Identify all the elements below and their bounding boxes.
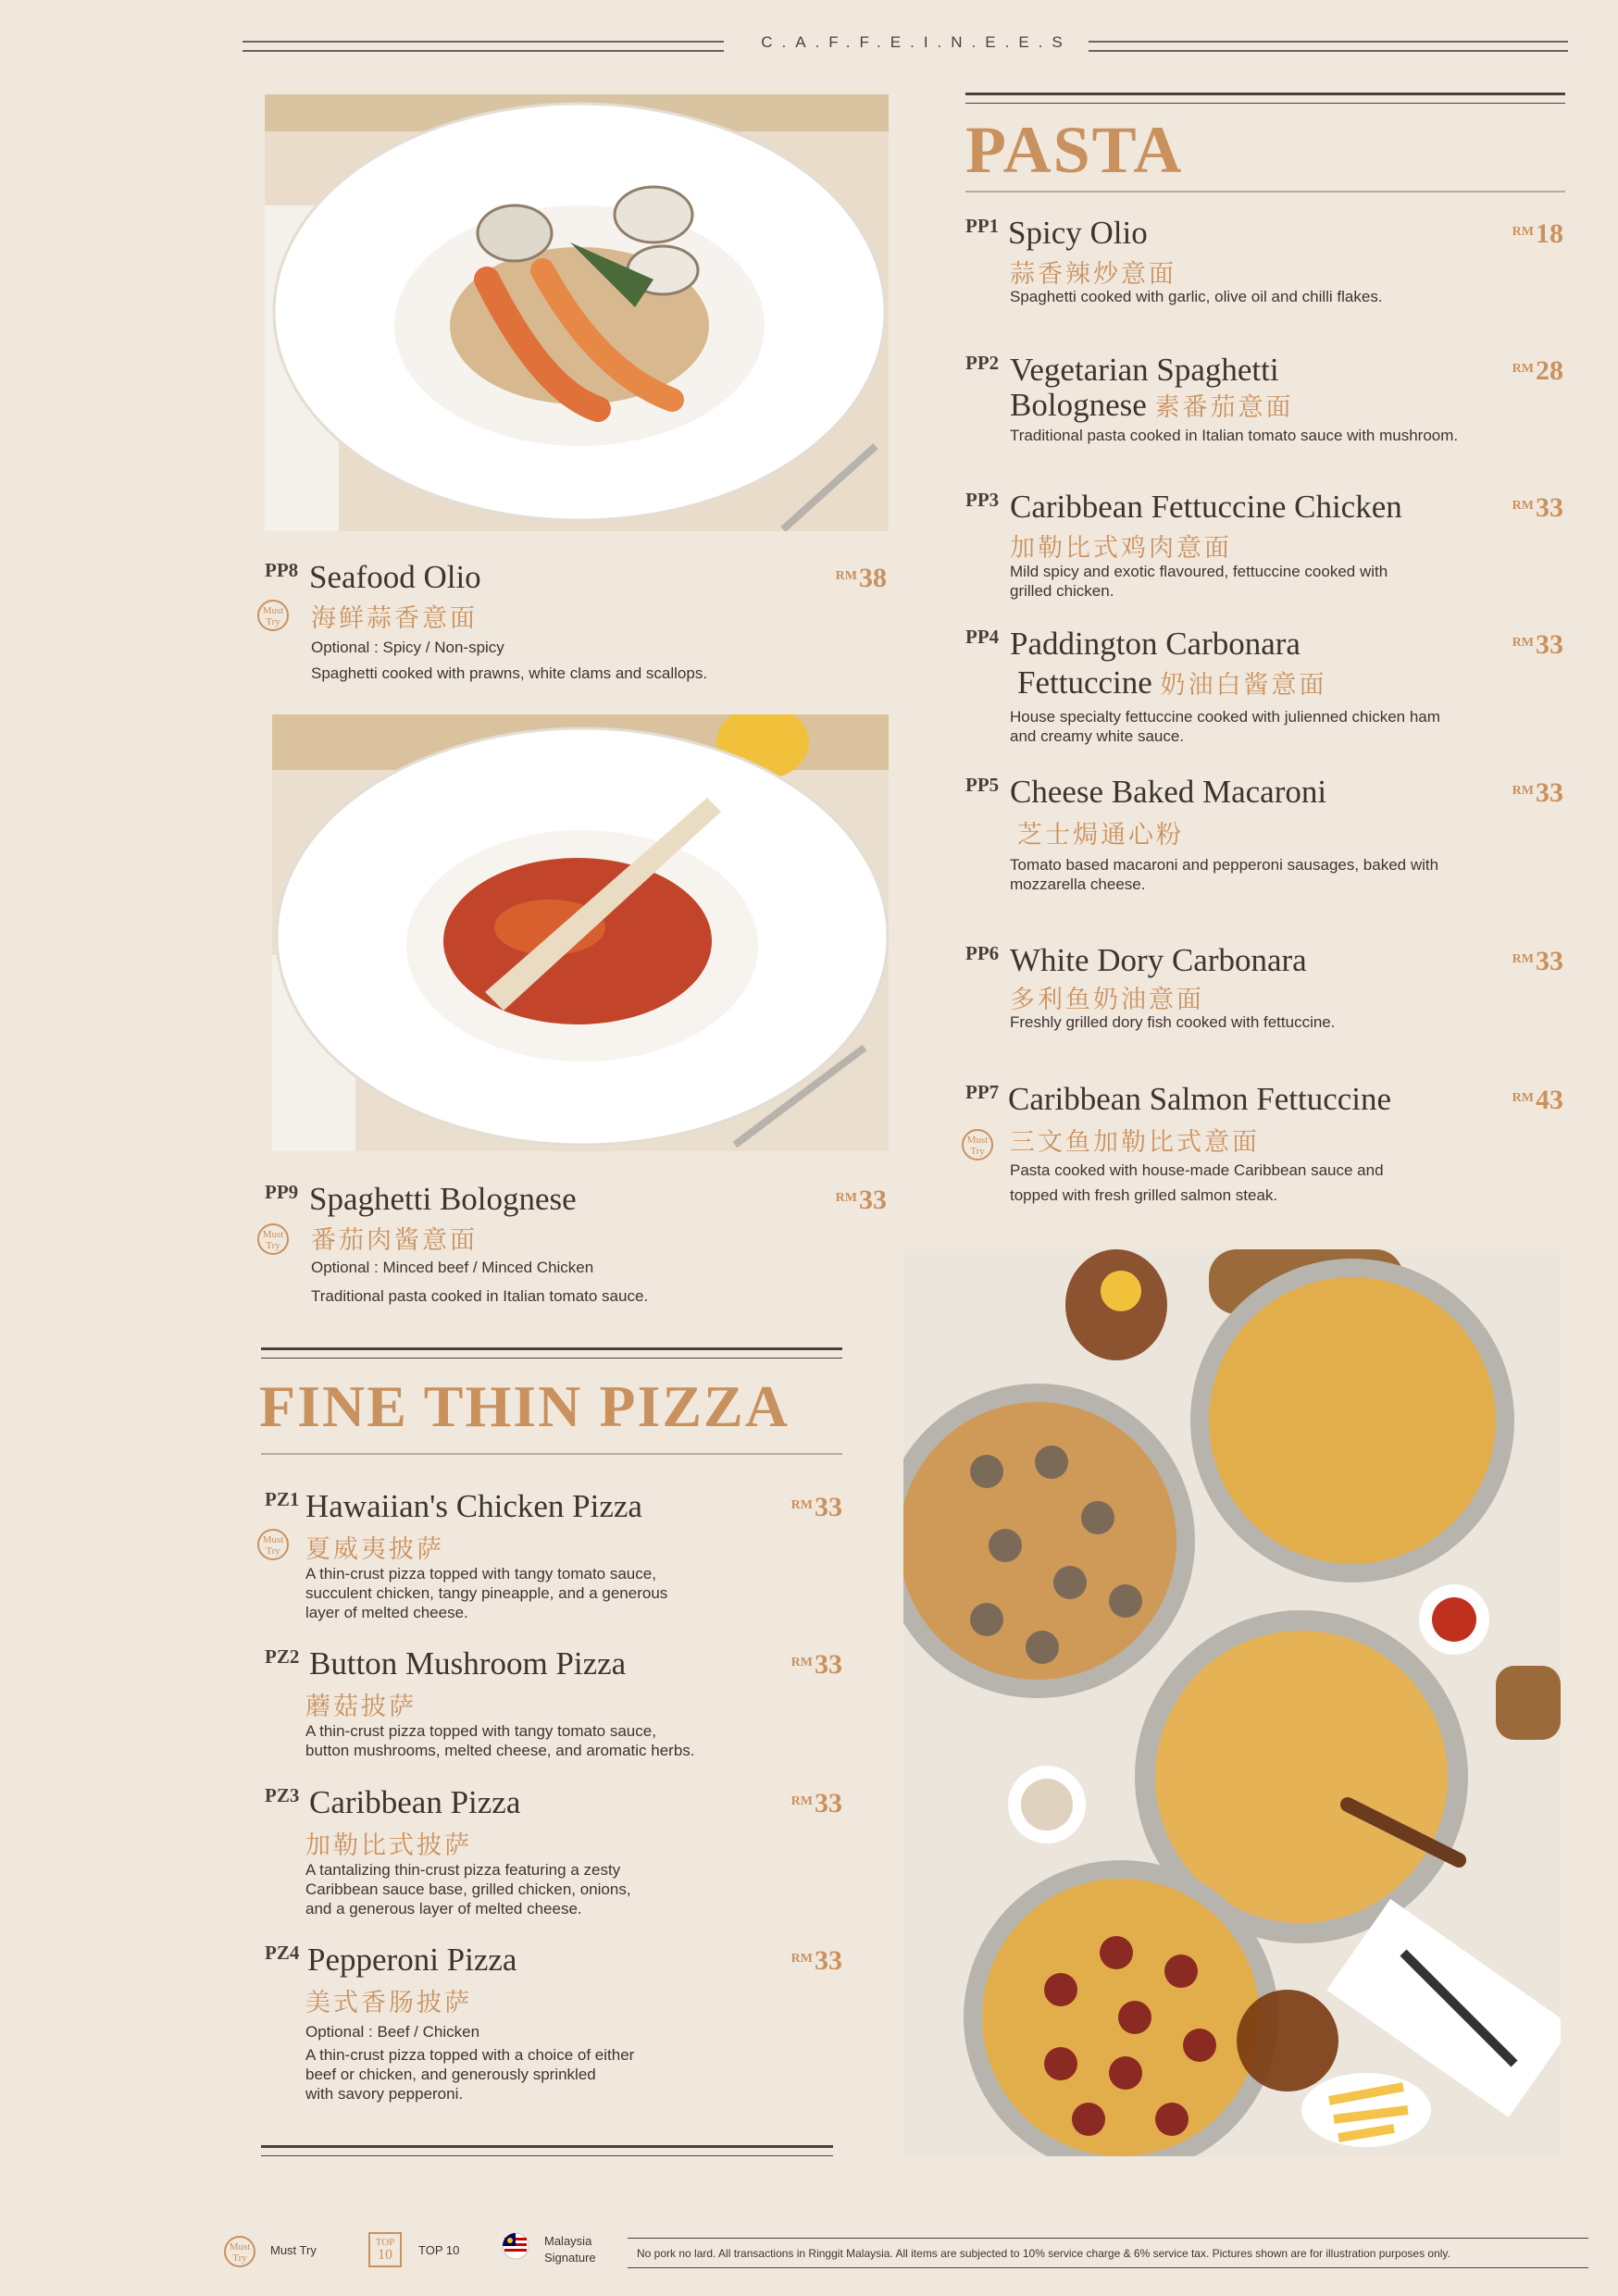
item-chinese-name: 海鲜蒜香意面 — [311, 604, 478, 633]
item-description: Spaghetti cooked with garlic, olive oil and chilli flakes. — [1010, 288, 1383, 305]
item-chinese-name: 多利鱼奶油意面 — [1010, 986, 1204, 1014]
brand-name: C.A.F.F.E.I.N.E.E.S — [761, 33, 1072, 51]
item-price: RM43 — [1512, 1085, 1563, 1115]
item-description-line1: A thin-crust pizza topped with tangy tomato sauce, — [305, 1722, 656, 1740]
legend-top10: TOP 10 — [418, 2243, 460, 2257]
item-code: PP9 — [265, 1181, 299, 1203]
footer-rule-top — [628, 2238, 1588, 2239]
item-price: RM18 — [1512, 218, 1563, 249]
item-chinese-name: 加勒比式披萨 — [305, 1831, 472, 1860]
item-description: Traditional pasta cooked in Italian tomato sauce with mushroom. — [1010, 427, 1459, 444]
item-code: PP1 — [965, 215, 1000, 237]
footer-note: No pork no lard. All transactions in Ringgit Malaysia. All items are subjected to 10% service charge & 6% service tax. Pictures shown are for illustration purposes only. — [637, 2247, 1450, 2260]
item-code: PP6 — [965, 942, 1000, 964]
item-chinese-name: 奶油白酱意面 — [1160, 671, 1327, 700]
menu-item-pp6[interactable] — [965, 942, 1567, 1038]
item-description-line2: grilled chicken. — [1010, 582, 1114, 600]
item-description-line2: Caribbean sauce base, grilled chicken, onions, — [305, 1880, 631, 1898]
item-chinese-name: 素番茄意面 — [1154, 393, 1294, 422]
spaghetti-bolognese-photo — [272, 714, 889, 1151]
legend-signature-line1: Malaysia — [544, 2234, 592, 2248]
seafood-olio-photo — [265, 94, 889, 531]
item-code: PP4 — [965, 626, 1000, 648]
item-optional: Optional : Beef / Chicken — [305, 2023, 480, 2041]
item-description-line2: and creamy white sauce. — [1010, 727, 1185, 745]
item-description-line2: button mushrooms, melted cheese, and aromatic herbs. — [305, 1742, 695, 1759]
pizza-rule-top — [261, 1347, 842, 1359]
footer-rule-bottom — [628, 2267, 1588, 2268]
item-name-line1: Paddington Carbonara — [1010, 626, 1301, 662]
item-name: Seafood Olio — [309, 559, 481, 595]
item-price: RM38 — [835, 563, 887, 593]
item-code: PP8 — [265, 559, 299, 581]
item-description-line1: Pasta cooked with house-made Caribbean sauce and — [1010, 1161, 1384, 1179]
item-name: Spicy Olio — [1008, 215, 1148, 251]
item-code: PZ4 — [265, 1942, 300, 1964]
item-code: PP7 — [965, 1081, 1000, 1103]
item-price: RM33 — [835, 1185, 887, 1215]
item-name: Spaghetti Bolognese — [309, 1181, 577, 1217]
item-description-line1: Mild spicy and exotic flavoured, fettuccine cooked with — [1010, 563, 1388, 580]
menu-item-pp5[interactable] — [965, 774, 1567, 898]
pasta-rule-bottom — [965, 191, 1565, 192]
item-code: PZ1 — [265, 1488, 300, 1510]
menu-item-pp7[interactable] — [965, 1081, 1567, 1210]
item-name: Hawaiian's Chicken Pizza — [305, 1488, 642, 1524]
item-code: PP2 — [965, 352, 1000, 374]
item-code: PP5 — [965, 774, 1000, 796]
menu-item-pz2[interactable] — [265, 1645, 846, 1766]
item-description: Freshly grilled dory fish cooked with fettuccine. — [1010, 1013, 1336, 1031]
item-description-line2: beef or chicken, and generously sprinkled — [305, 2066, 596, 2083]
item-chinese-name: 美式香肠披萨 — [305, 1989, 472, 2017]
item-chinese-name: 三文鱼加勒比式意面 — [1010, 1128, 1260, 1157]
item-name: Button Mushroom Pizza — [309, 1645, 627, 1682]
item-price: RM33 — [790, 1788, 842, 1818]
item-description-line3: and a generous layer of melted cheese. — [305, 1900, 582, 1917]
header-rule-left — [243, 41, 724, 52]
item-code: PP3 — [965, 489, 1000, 511]
item-code: PZ2 — [265, 1645, 300, 1668]
item-description-line3: with savory pepperoni. — [305, 2085, 464, 2103]
item-chinese-name: 蒜香辣炒意面 — [1010, 260, 1176, 289]
must-try-icon: Must Try — [257, 600, 289, 631]
must-try-icon: Must Try — [224, 2236, 255, 2267]
legend-must-try: Must Try — [270, 2243, 317, 2257]
pasta-rule-top — [965, 93, 1565, 104]
menu-item-pp1[interactable] — [965, 215, 1567, 307]
menu-item-pz3[interactable] — [265, 1784, 846, 1923]
item-price: RM33 — [1512, 492, 1563, 523]
menu-item-pp4[interactable] — [965, 626, 1567, 750]
menu-item-pp9[interactable] — [262, 1181, 887, 1310]
menu-item-pp2[interactable] — [965, 352, 1567, 453]
item-description-line2: topped with fresh grilled salmon steak. — [1010, 1186, 1278, 1204]
item-price: RM33 — [790, 1945, 842, 1976]
item-name: Cheese Baked Macaroni — [1010, 774, 1327, 810]
item-description-line3: layer of melted cheese. — [305, 1604, 468, 1621]
item-price: RM33 — [1512, 946, 1563, 976]
pizza-title: FINE THIN PIZZA — [259, 1373, 790, 1439]
must-try-icon: Must Try — [257, 1529, 289, 1560]
must-try-icon: Must Try — [257, 1223, 289, 1255]
item-chinese-name: 蘑菇披萨 — [305, 1693, 417, 1721]
item-price: RM33 — [1512, 777, 1563, 808]
item-name: Pepperoni Pizza — [307, 1942, 517, 1978]
item-name: White Dory Carbonara — [1010, 942, 1307, 978]
item-price: RM28 — [1512, 355, 1563, 386]
item-description-line1: Tomato based macaroni and pepperoni sausages, baked with — [1010, 856, 1439, 874]
item-price: RM33 — [790, 1492, 842, 1522]
item-price: RM33 — [1512, 629, 1563, 660]
pizza-spread-photo — [903, 1249, 1561, 2156]
menu-item-pz4[interactable] — [265, 1942, 846, 2108]
header-rule-right — [1089, 41, 1568, 52]
menu-item-pp8[interactable] — [262, 559, 887, 689]
item-chinese-name: 夏威夷披萨 — [305, 1535, 444, 1564]
pizza-rule-bottom — [261, 1453, 842, 1455]
item-code: PZ3 — [265, 1784, 300, 1806]
item-optional: Optional : Minced beef / Minced Chicken — [311, 1259, 594, 1276]
top10-icon: TOP 10 — [368, 2232, 402, 2267]
pizza-rule-end — [261, 2145, 833, 2156]
item-description-line2: succulent chicken, tangy pineapple, and a generous — [305, 1584, 668, 1602]
menu-item-pz1[interactable] — [262, 1488, 846, 1627]
item-description-line1: A tantalizing thin-crust pizza featuring a zesty — [305, 1861, 621, 1879]
item-description-line2: mozzarella cheese. — [1010, 875, 1146, 893]
malaysia-flag-icon — [502, 2232, 529, 2260]
item-description-line1: A thin-crust pizza topped with a choice of either — [305, 2046, 635, 2064]
item-description-line1: A thin-crust pizza topped with tangy tomato sauce, — [305, 1565, 656, 1582]
item-name: Caribbean Pizza — [309, 1784, 521, 1820]
item-description: Traditional pasta cooked in Italian tomato sauce. — [311, 1287, 649, 1305]
item-name-line2: Fettuccine 奶油白酱意面 — [1017, 664, 1327, 701]
item-chinese-name: 芝士焗通心粉 — [1017, 821, 1184, 850]
item-description-line1: House specialty fettuccine cooked with julienned chicken ham — [1010, 708, 1440, 726]
legend-signature-line2: Signature — [544, 2251, 596, 2265]
item-price: RM33 — [790, 1649, 842, 1680]
item-chinese-name: 番茄肉酱意面 — [311, 1226, 478, 1255]
item-name: Caribbean Fettuccine Chicken — [1010, 489, 1402, 525]
item-description: Spaghetti cooked with prawns, white clams and scallops. — [311, 664, 708, 682]
pasta-title: PASTA — [965, 113, 1184, 187]
item-name: Caribbean Salmon Fettuccine — [1008, 1081, 1392, 1117]
item-chinese-name: 加勒比式鸡肉意面 — [1010, 534, 1232, 563]
item-name-line1: Vegetarian Spaghetti — [1010, 352, 1279, 388]
item-optional: Optional : Spicy / Non-spicy — [311, 639, 504, 656]
item-name-line2: Bolognese 素番茄意面 — [1010, 387, 1294, 423]
must-try-icon: Must Try — [962, 1129, 993, 1160]
menu-item-pp3[interactable] — [965, 489, 1567, 603]
